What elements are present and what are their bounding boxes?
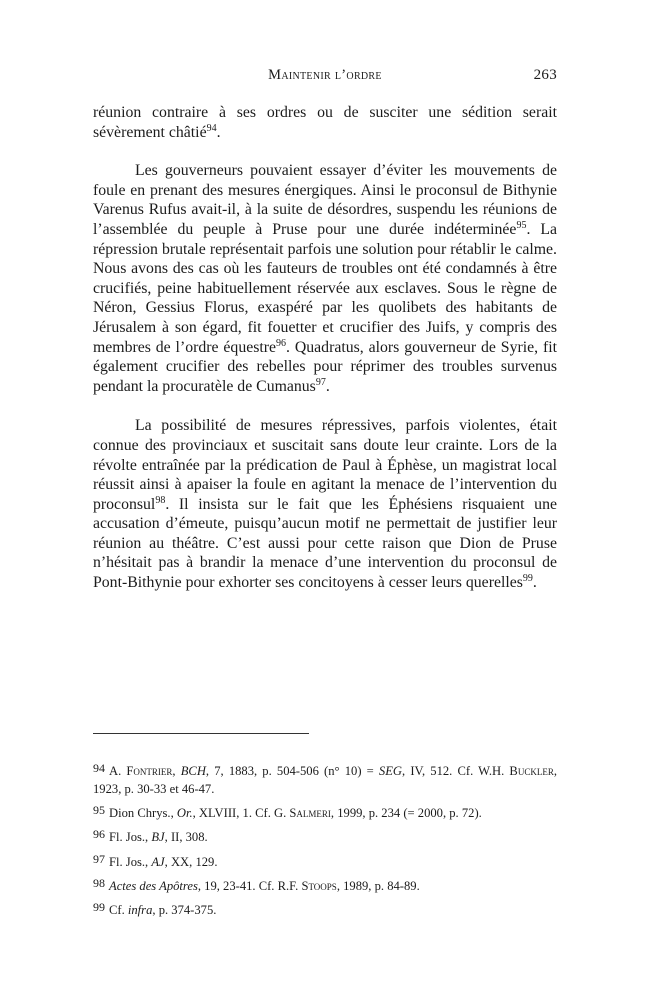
footnote-number: 96	[93, 827, 105, 842]
footnote-97	[93, 851, 557, 872]
footnotes	[93, 760, 557, 924]
footnote-text: Actes des Apôtres	[109, 878, 198, 893]
footnote-text: , 1989, p. 84-89.	[336, 878, 420, 893]
footnote-text: , 1999, p. 234 (= 2000, p. 72).	[330, 806, 482, 821]
body-text	[93, 103, 557, 613]
footnote-text: Fl. Jos.,	[109, 830, 152, 845]
footnote-99	[93, 899, 557, 920]
paragraph-3	[93, 416, 557, 592]
footnote-number: 98	[93, 875, 105, 890]
footnote-text: SEG	[378, 764, 403, 778]
footnote-ref-97[interactable]: 97	[315, 376, 326, 388]
paragraph-text: .	[325, 377, 330, 395]
paragraph-text: .	[532, 574, 537, 592]
paragraph-text: . Il insista sur le fait que les Éphésiens risquaient une accusation d’émeute, puisqu’aucun motif ne permettait de justifier leur réunion au théâtre. C’est aussi pour cette raison que Dion de Pruse n’hésitait pas à brandir la menace d’une intervention du proconsul de Pont-Bithynie pour exhorter ses concitoyens à cesser leurs querelles	[93, 495, 557, 592]
running-head	[93, 67, 557, 89]
footnote-95	[93, 802, 557, 823]
footnote-ref-96[interactable]: 96	[276, 337, 287, 349]
footnote-text: , IV, 512. Cf. W.H.	[402, 764, 510, 778]
footnote-text: , 7, 1883, p. 504-506 (n° 10) =	[205, 764, 379, 778]
footnote-ref-98[interactable]: 98	[155, 494, 166, 506]
footnote-text: BJ	[151, 830, 165, 845]
paragraph-text: Les gouverneurs pouvaient essayer d’éviter les mouvements de foule en prenant des mesures énergiques. Ainsi le proconsul de Bithynie Varenus Rufus avait-il, à la suite de désordres, suspendu les réunions de l’assemblée du peuple à Pruse pour une durée indéterminée	[93, 162, 557, 238]
footnote-text: AJ	[151, 854, 165, 869]
footnote-98	[93, 875, 557, 896]
footnote-ref-99[interactable]: 99	[522, 573, 533, 585]
footnote-number: 99	[93, 900, 105, 915]
footnote-text: , XLVIII, 1. Cf. G.	[192, 806, 290, 821]
footnote-text: ,	[172, 764, 181, 778]
paragraph-text: réunion contraire à ses ordres ou de susciter une sédition serait sévèrement châtié	[93, 104, 557, 141]
paragraph-text: . Quadratus, alors gouverneur de Syrie, fit également crucifier des rebelles pour réprimer des troubles survenus pendant la procuratèle de Cumanus	[93, 338, 557, 395]
footnote-text: BCH	[180, 764, 206, 778]
footnote-text: , II, 308.	[164, 830, 208, 845]
footnote-94	[93, 760, 557, 799]
footnote-text: , XX, 129.	[164, 854, 218, 869]
footnote-number: 97	[93, 851, 105, 866]
page-number: 263	[533, 67, 557, 83]
footnote-number: 95	[93, 803, 105, 818]
footnote-text: Dion Chrys.,	[109, 806, 177, 821]
footnote-text: Stoops	[301, 878, 337, 893]
footnote-text: Cf.	[109, 903, 128, 918]
footnote-text: Fontrier	[126, 764, 173, 778]
footnote-text: Salmeri	[289, 806, 331, 821]
chapter-title: Maintenir l’ordre	[268, 67, 382, 83]
footnote-text: infra	[127, 903, 153, 918]
paragraph-text: .	[216, 123, 221, 141]
footnote-text: Fl. Jos.,	[109, 854, 152, 869]
paragraph-2	[93, 161, 557, 396]
footnote-text: , 19, 23-41. Cf. R.F.	[197, 878, 302, 893]
footnote-number: 94	[93, 761, 105, 775]
paragraph-text: La possibilité de mesures répressives, parfois violentes, était connue des provinciaux et suscitait sans doute leur crainte. Lors de la révolte entraînée par la prédication de Paul à Éphèse, un magistrat local réussit ainsi à apaiser la foule en agitant la menace de l’intervention du proconsul	[93, 417, 557, 513]
footnote-ref-94[interactable]: 94	[206, 122, 217, 134]
paragraph-text: . La répression brutale représentait parfois une solution pour rétablir le calme. Nous avons des cas où les fauteurs de troubles ont été condamnés à être crucifiés, peine habituellement réservée aux esclaves. Sous le règne de Néron, Gessius Florus, exaspéré par les quolibets des habitants de Jérusalem à son égard, fit fouetter et crucifier des Juifs, y compris des membres de l’ordre équestre	[93, 220, 557, 356]
footnote-text: Or.	[176, 806, 193, 821]
footnote-text: , p. 374-375.	[152, 903, 217, 918]
footnote-text: A.	[109, 764, 127, 778]
footnote-text: , 1923, p. 30-33 et 46-47.	[93, 764, 557, 796]
footnote-ref-95[interactable]: 95	[516, 219, 527, 231]
footnote-separator	[93, 733, 309, 734]
paragraph-1	[93, 103, 557, 142]
footnote-96	[93, 826, 557, 847]
footnote-text: Buckler	[509, 764, 554, 778]
